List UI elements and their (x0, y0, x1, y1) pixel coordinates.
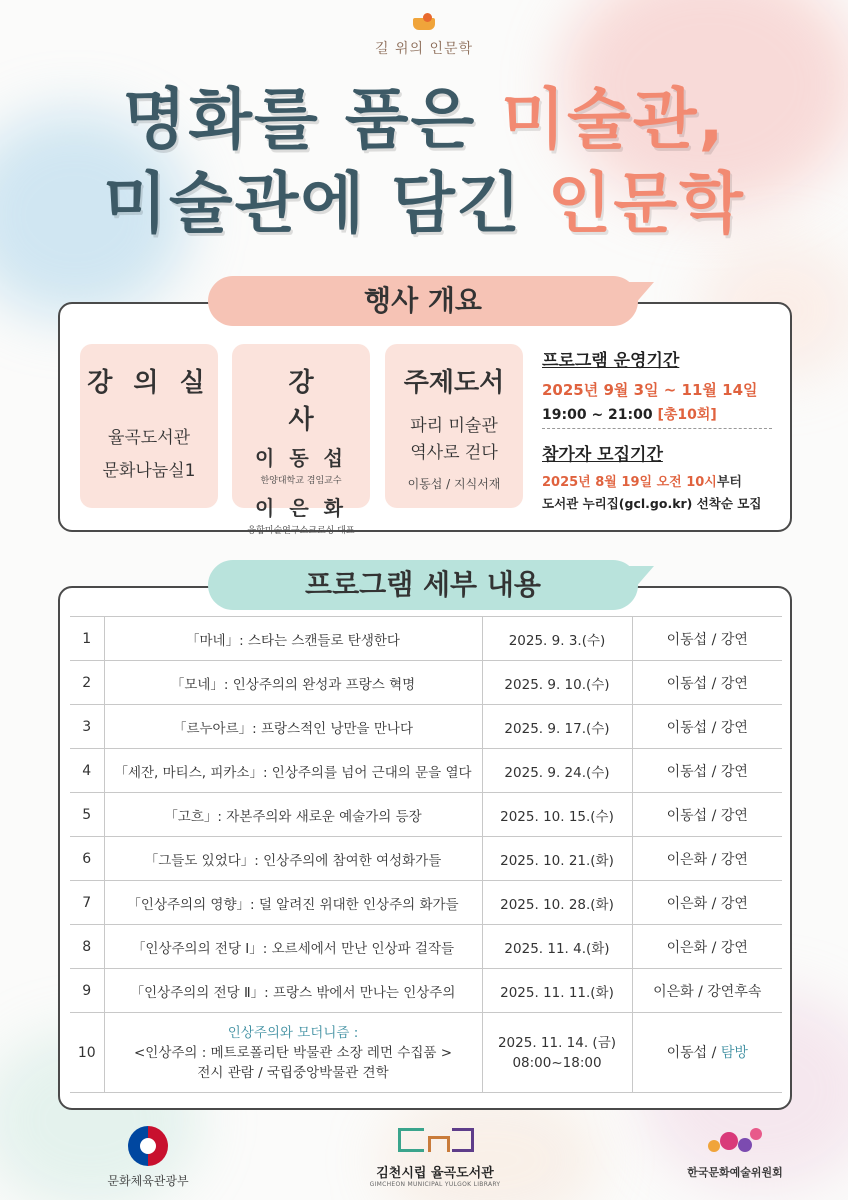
recruit-info: 참가자 모집기간 2025년 8월 19일 오전 10시부터 도서관 누리집(gcl.go.kr) 선착순 모집 (542, 445, 762, 511)
cell-speaker: 이동섭 / 강연 (632, 793, 782, 837)
cell-date: 2025. 10. 15.(수) (482, 793, 632, 837)
table-row (70, 881, 782, 925)
cell-date: 2025. 11. 4.(화) (482, 925, 632, 969)
library-mark-icon (390, 1126, 480, 1158)
book-logo-icon (411, 12, 437, 32)
cell-no: 1 (70, 617, 104, 661)
table-row (70, 793, 782, 837)
period-info: 프로그램 운영기간 2025년 9월 3일 ~ 11월 14일 19:00 ~ 21:00 [총10회] (542, 351, 758, 423)
divider (542, 428, 772, 429)
cell-speaker: 이동섭 / 강연 (632, 749, 782, 793)
brand-logo (0, 12, 848, 58)
cell-date: 2025. 11. 11.(화) (482, 969, 632, 1013)
cell-no: 2 (70, 661, 104, 705)
cell-date: 2025. 9. 17.(수) (482, 705, 632, 749)
cell-date: 2025. 10. 28.(화) (482, 881, 632, 925)
cell-speaker: 이은화 / 강연 (632, 925, 782, 969)
table-row (70, 661, 782, 705)
table-row (70, 837, 782, 881)
title-line-2: 미술관에 담긴 인문학 (103, 165, 745, 242)
title-line-1: 명화를 품은 미술관, (122, 81, 726, 158)
library-logo: 김천시립 율곡도서관 GIMCHEON MUNICIPAL YULGOK LIBRARY (360, 1126, 510, 1188)
cell-speaker: 이동섭 / 강연 (632, 661, 782, 705)
cell-no: 6 (70, 837, 104, 881)
cell-no: 7 (70, 881, 104, 925)
table-row: 10 인상주의와 모더니즘 : <인상주의 : 메트로폴리탄 박물관 소장 레먼 수집품 > 전시 관람 / 국립중앙박물관 견학 2025. 11. 14. (금) 08:00~18:00 이동섭 / 탐방 (70, 1013, 782, 1093)
cell-no: 4 (70, 749, 104, 793)
cell-date: 2025. 9. 10.(수) (482, 661, 632, 705)
cell-title: 「마네」: 스타는 스캔들로 탄생한다 (104, 617, 482, 661)
cell-title: 「인상주의의 영향」: 덜 알려진 위대한 인상주의 화가들 (104, 881, 482, 925)
book-label: 주제도서 (403, 368, 505, 398)
cell-speaker: 이은화 / 강연 (632, 837, 782, 881)
cell-title: 「모네」: 인상주의의 완성과 프랑스 혁명 (104, 661, 482, 705)
cell-no: 5 (70, 793, 104, 837)
lecturer-label: 강 사 (288, 368, 336, 435)
cell-date: 2025. 9. 3.(수) (482, 617, 632, 661)
venue-card: 강 의 실 율곡도서관 문화나눔실1 (80, 344, 218, 508)
table-row (70, 617, 782, 661)
table-row (70, 969, 782, 1013)
cell-speaker: 이은화 / 강연 (632, 881, 782, 925)
book-card: 주제도서 파리 미술관 역사로 걷다 이동섭 / 지식서재 (385, 344, 523, 508)
lecturer-name-1: 이 동 섭 (255, 446, 347, 470)
overview-heading: 행사 개요 (208, 276, 638, 326)
detail-heading: 프로그램 세부 내용 (208, 560, 638, 610)
lecturer-card: 강 사 이 동 섭 한양대학교 겸임교수 이 은 화 융합미술연구소크로싱 대표 (232, 344, 370, 508)
cell-speaker: 이은화 / 강연후속 (632, 969, 782, 1013)
brand-label: 길 위의 인문학 (374, 41, 474, 57)
cell-title: 「인상주의의 전당 Ⅰ」: 오르세에서 만난 인상파 걸작들 (104, 925, 482, 969)
venue-label: 강 의 실 (87, 368, 211, 398)
cell-date: 2025. 10. 21.(화) (482, 837, 632, 881)
cell-title: 「르누아르」: 프랑스적인 낭만을 만나다 (104, 705, 482, 749)
cell-speaker: 이동섭 / 강연 (632, 705, 782, 749)
cell-title: 「인상주의의 전당 Ⅱ」: 프랑스 밖에서 만나는 인상주의 (104, 969, 482, 1013)
ministry-logo: 문화체육관광부 (88, 1126, 208, 1189)
lecturer-name-2: 이 은 화 (255, 496, 347, 520)
cell-title: 「세잔, 마티스, 피카소」: 인상주의를 넘어 근대의 문을 열다 (104, 749, 482, 793)
cell-title: 「고흐」: 자본주의와 새로운 예술가의 등장 (104, 793, 482, 837)
taegeuk-icon (128, 1126, 168, 1166)
cell-no: 9 (70, 969, 104, 1013)
cell-title: 「그들도 있었다」: 인상주의에 참여한 여성화가들 (104, 837, 482, 881)
table-row (70, 925, 782, 969)
table-row (70, 705, 782, 749)
cell-no: 3 (70, 705, 104, 749)
program-table (70, 616, 782, 1093)
cell-date: 2025. 9. 24.(수) (482, 749, 632, 793)
council-logo: 한국문화예술위원회 (660, 1126, 810, 1180)
cell-speaker: 이동섭 / 강연 (632, 617, 782, 661)
table-row (70, 749, 782, 793)
council-dots-icon (690, 1126, 780, 1156)
cell-no: 8 (70, 925, 104, 969)
